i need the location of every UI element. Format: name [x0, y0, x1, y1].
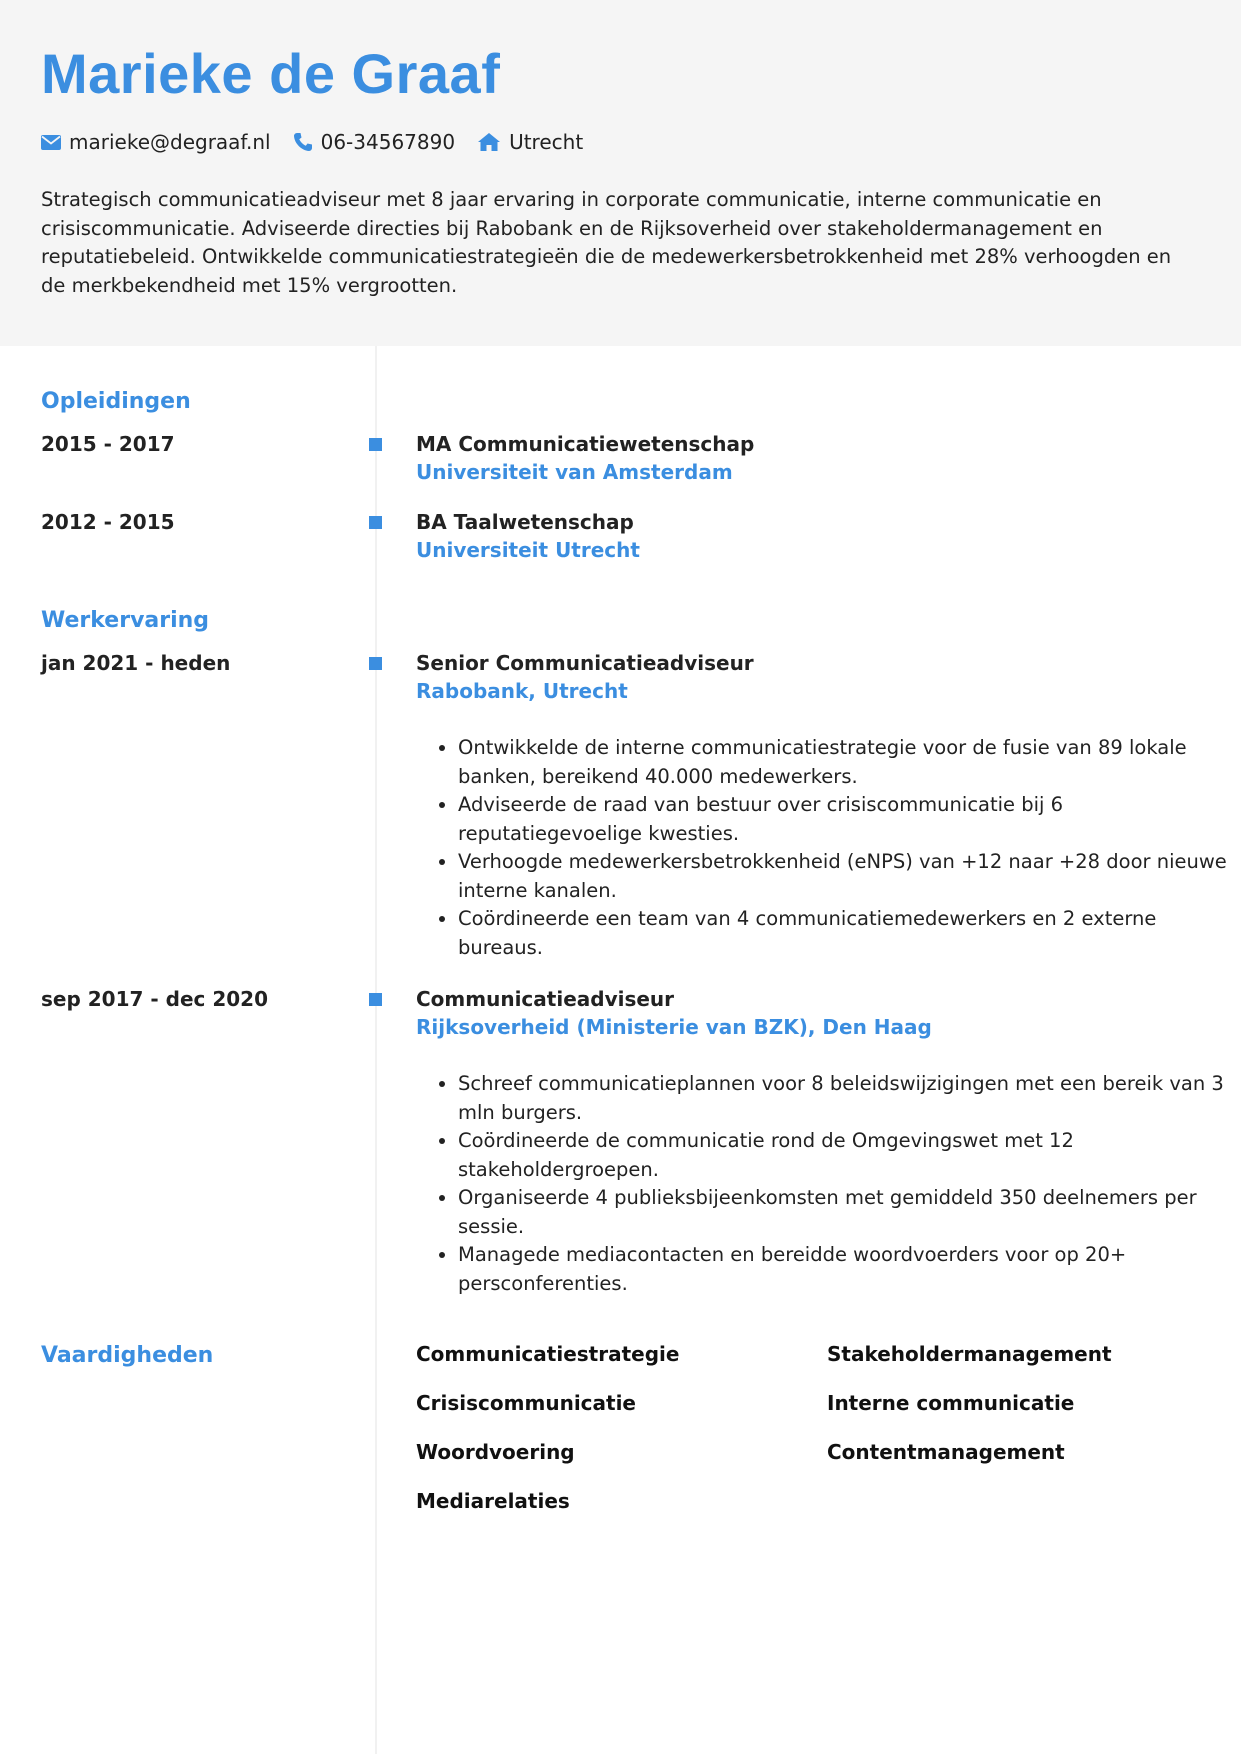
skill-item: Woordvoering: [416, 1440, 575, 1464]
timeline-divider: [375, 346, 377, 1754]
achievement-item: • Schreef communicatieplannen voor 8 beleidswijzigingen met een bereik van 3 mln burgers.: [458, 1070, 1238, 1127]
section-title-experience: Werkervaring: [41, 608, 210, 633]
degree-title: BA Taalwetenschap: [416, 510, 634, 534]
skill-item: Interne communicatie: [827, 1391, 1075, 1415]
job-title: Communicatieadviseur: [416, 987, 675, 1011]
achievement-list: [416, 734, 1238, 962]
timeline-marker: [369, 516, 382, 529]
email-text: marieke@degraaf.nl: [69, 130, 271, 154]
achievement-item: • Adviseerde de raad van bestuur over crisiscommunicatie bij 6 reputatiegevoelige kwesties.: [458, 791, 1238, 848]
entry-date: 2015 - 2017: [41, 432, 175, 456]
phone-text: 06-34567890: [320, 130, 456, 154]
job-title: Senior Communicatieadviseur: [416, 651, 754, 675]
timeline-marker: [369, 438, 382, 451]
phone-icon: [293, 132, 313, 152]
contact-phone: [293, 130, 455, 154]
candidate-name: Marieke de Graaf: [41, 42, 501, 105]
achievement-item: • Coördineerde de communicatie rond de Omgevingswet met 12 stakeholdergroepen.: [458, 1127, 1238, 1184]
skill-item: Contentmanagement: [827, 1440, 1065, 1464]
employer-name: Rabobank, Utrecht: [416, 679, 628, 703]
skill-item: Mediarelaties: [416, 1489, 570, 1513]
entry-date: sep 2017 - dec 2020: [41, 987, 269, 1011]
achievement-item: • Ontwikkelde de interne communicatiestrategie voor de fusie van 89 lokale banken, bereikend 40.000 medewerkers.: [458, 734, 1238, 791]
degree-title: MA Communicatiewetenschap: [416, 432, 755, 456]
skill-item: Communicatiestrategie: [416, 1342, 680, 1366]
school-name: Universiteit Utrecht: [416, 538, 640, 562]
entry-date: jan 2021 - heden: [41, 651, 231, 675]
section-title-skills: Vaardigheden: [41, 1343, 214, 1368]
envelope-icon: [41, 135, 61, 150]
achievement-item: • Managede mediacontacten en bereidde woordvoerders voor op 20+ persconferenties.: [458, 1241, 1238, 1298]
achievement-item: • Coördineerde een team van 4 communicatiemedewerkers en 2 externe bureaus.: [458, 905, 1238, 962]
city-text: Utrecht: [509, 130, 584, 154]
home-icon: [477, 132, 501, 152]
skills-grid: [416, 1340, 1196, 1516]
profile-summary: Strategisch communicatieadviseur met 8 jaar ervaring in corporate communicatie, interne communicatie en crisiscommunicatie. Adviseerde directies bij Rabobank en de Rijksoverheid over stakeholdermanagement en reputatiebeleid. Ontwikkelde communicatiestrategieën die de medewerkersbetrokkenheid met 28% verhoogden en de merkbekendheid met 15% vergrootten.: [41, 188, 1172, 297]
contact-city: [477, 130, 583, 154]
header-panel: [0, 0, 1241, 346]
section-title-education: Opleidingen: [41, 389, 191, 414]
contact-email: [41, 130, 271, 154]
timeline-marker: [369, 993, 382, 1006]
timeline-marker: [369, 657, 382, 670]
skill-item: Crisiscommunicatie: [416, 1391, 636, 1415]
entry-date: 2012 - 2015: [41, 510, 175, 534]
achievement-item: • Verhoogde medewerkersbetrokkenheid (eNPS) van +12 naar +28 door nieuwe interne kanalen.: [458, 848, 1238, 905]
contact-bar: [41, 127, 605, 157]
skill-item: Stakeholdermanagement: [827, 1342, 1112, 1366]
school-name: Universiteit van Amsterdam: [416, 460, 733, 484]
employer-name: Rijksoverheid (Ministerie van BZK), Den Haag: [416, 1015, 932, 1039]
achievement-list: [416, 1070, 1238, 1298]
achievement-item: • Organiseerde 4 publieksbijeenkomsten met gemiddeld 350 deelnemers per sessie.: [458, 1184, 1238, 1241]
